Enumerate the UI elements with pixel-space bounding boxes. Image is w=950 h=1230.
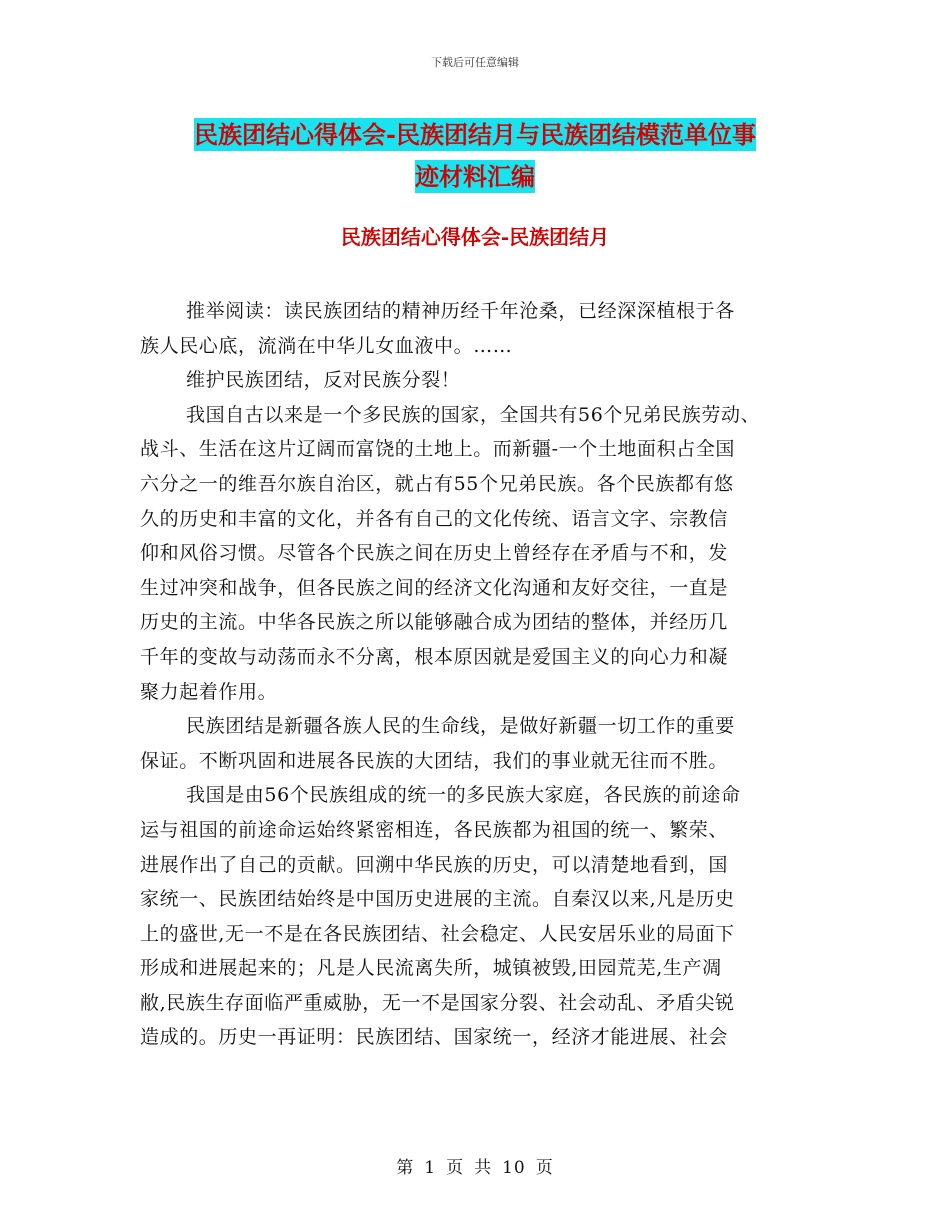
paragraph-line: 民族团结是新疆各族人民的生命线，是做好新疆一切工作的重要 (186, 715, 735, 738)
footer-label: 页 (535, 1158, 554, 1178)
section-subtitle: 民族团结心得体会-民族团结月 (340, 225, 610, 249)
paragraph-line: 战斗、生活在这片辽阔而富饶的土地上。而新疆-一个土地面积占全国 (140, 438, 736, 461)
paragraph-line: 保证。不断巩固和进展各民族的大团结，我们的事业就无往而不胜。 (140, 749, 729, 772)
page-footer (0, 1153, 950, 1178)
paragraph-line: 族人民心底，流淌在中华儿女血液中。…… (140, 334, 513, 357)
body-text (140, 294, 820, 1055)
paragraph-line: 仰和风俗习惯。尽管各个民族之间在历史上曾经存在矛盾与不和，发 (140, 542, 729, 565)
paragraph-line: 久的历史和丰富的文化，并各有自己的文化传统、语言文字、宗教信 (140, 507, 729, 530)
paragraph-line: 我国自古以来是一个多民族的国家，全国共有56个兄弟民族劳动、 (186, 403, 761, 426)
document-title-line-1: 民族团结心得体会-民族团结月与民族团结模范单位事 (194, 120, 756, 149)
paragraph-line: 家统一、民族团结始终是中国历史进展的主流。自秦汉以来,凡是历史 (140, 888, 735, 911)
page-number: 1 (424, 1158, 437, 1178)
page-total: 10 (502, 1158, 526, 1178)
footer-label: 共 (474, 1158, 493, 1178)
paragraph-line: 千年的变故与动荡而永不分离，根本原因就是爱国主义的向心力和凝 (140, 645, 729, 668)
paragraph-line: 运与祖国的前途命运始终紧密相连，各民族都为祖国的统一、繁荣、 (140, 818, 729, 841)
paragraph-line: 敝,民族生存面临严重威胁，无一不是国家分裂、社会动乱、矛盾尖锐 (140, 991, 735, 1014)
header-note: 下载后可任意编辑 (431, 56, 519, 69)
paragraph-line: 上的盛世,无一不是在各民族团结、社会稳定、人民安居乐业的局面下 (140, 922, 735, 945)
document-title-line-2: 迹材料汇编 (415, 162, 535, 191)
paragraph-line: 推举阅读：读民族团结的精神历经千年沧桑，已经深深植根于各 (186, 300, 735, 322)
paragraph-line: 生过冲突和战争，但各民族之间的经济文化沟通和友好交往，一直是 (140, 576, 729, 599)
footer-label: 第 (396, 1158, 415, 1178)
paragraph-line: 进展作出了自己的贡献。回溯中华民族的历史，可以清楚地看到，国 (140, 853, 729, 876)
paragraph-line: 历史的主流。中华各民族之所以能够融合成为团结的整体，并经历几 (140, 611, 729, 634)
paragraph-line: 聚力起着作用。 (140, 680, 278, 703)
paragraph-line: 维护民族团结，反对民族分裂！ (186, 369, 461, 392)
paragraph-line: 我国是由56个民族组成的统一的多民族大家庭，各民族的前途命 (186, 784, 741, 807)
paragraph-line: 六分之一的维吾尔族自治区，就占有55个兄弟民族。各个民族都有悠 (140, 472, 734, 495)
paragraph-line: 造成的。历史一再证明：民族团结、国家统一，经济才能进展、社会 (140, 1026, 729, 1049)
paragraph-line: 形成和进展起来的；凡是人民流离失所，城镇被毁,田园荒芜,生产凋 (140, 957, 722, 980)
footer-label: 页 (446, 1158, 465, 1178)
